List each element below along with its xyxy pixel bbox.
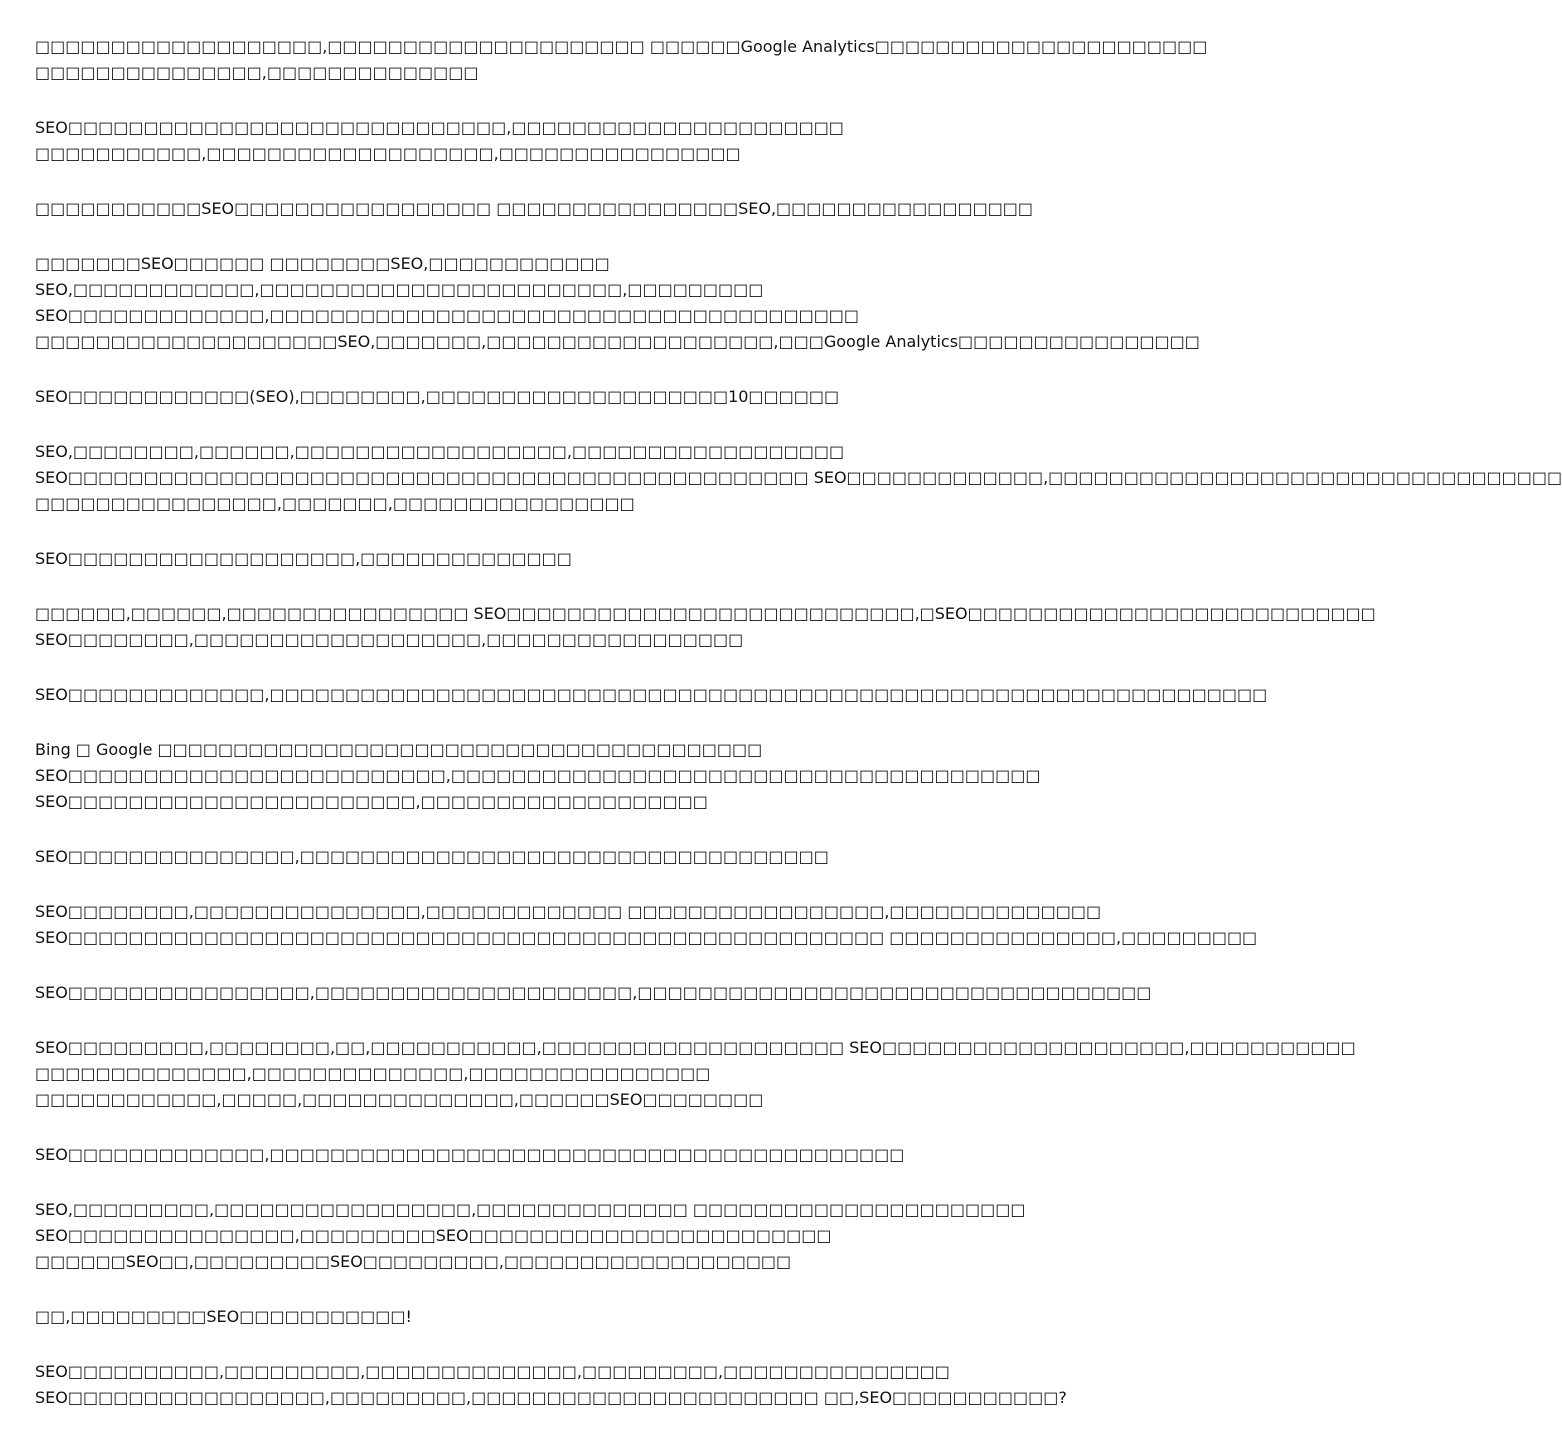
text-line: SEO□□□□□□□□□□□□□□□□□□□,□□□□□□□□□□□□□□ [35, 549, 572, 568]
text-line: SEO□□□□□□□□□□□□□□□□□□□□□□□□□□□□□□□□□□□□□□□□□□□□□□□□□ SEO□□□□□□□□□□□□□,□□□□□□□□□□□□□□□□□□□□□□□□□□□□□□□□□□ [35, 468, 1562, 487]
text-line: SEO□□□□□□□□□□□□□□□,□□□□□□□□□SEO□□□□□□□□□□□□□□□□□□□□□□□□ [35, 1226, 832, 1245]
document-page [35, 34, 1562, 1440]
paragraph [35, 115, 985, 167]
text-line: SEO□□□□□□□□□,□□□□□□□□,□□,□□□□□□□□□□□,□□□□□□□□□□□□□□□□□□□□ SEO□□□□□□□□□□□□□□□□□□□□,□□□□□□□□□□□ [35, 1038, 1356, 1057]
paragraph [35, 1035, 1356, 1113]
text-line: SEO,□□□□□□□□□□□□,□□□□□□□□□□□□□□□□□□□□□□□□,□□□□□□□□□ [35, 280, 764, 299]
text-line: SEO□□□□□□□□□□□□□□□□□,□□□□□□□□□,□□□□□□□□□□□□□□□□□□□□□□□ □□,SEO□□□□□□□□□□□? [35, 1388, 1067, 1407]
paragraph [35, 251, 1200, 355]
text-line: □□□□□□SEO□□,□□□□□□□□□SEO□□□□□□□□□,□□□□□□□□□□□□□□□□□□□ [35, 1252, 792, 1271]
text-line: SEO□□□□□□□□□□□□(SEO),□□□□□□□□,□□□□□□□□□□□□□□□□□□□□10□□□□□□ [35, 387, 840, 406]
text-line: □□□□□□□□□□□□□□□,□□□□□□□□□□□□□□ [35, 63, 479, 82]
text-line: SEO□□□□□□□□,□□□□□□□□□□□□□□□,□□□□□□□□□□□□□ □□□□□□□□□□□□□□□□□,□□□□□□□□□□□□□□ [35, 902, 1102, 921]
text-line: SEO□□□□□□□□□□□□□□□□,□□□□□□□□□□□□□□□□□□□□□,□□□□□□□□□□□□□□□□□□□□□□□□□□□□□□□□□□ [35, 983, 1152, 1002]
text-line: □□□□□□,□□□□□□,□□□□□□□□□□□□□□□□ SEO□□□□□□□□□□□□□□□□□□□□□□□□□□□,□SEO□□□□□□□□□□□□□□□□□□□□□□□□□□□ [35, 604, 1376, 623]
paragraph [35, 601, 1376, 653]
text-line: □□□□□□□□□□□□□□□□,□□□□□□□,□□□□□□□□□□□□□□□□ [35, 494, 635, 513]
paragraph [35, 980, 1152, 1006]
text-line: SEO,□□□□□□□□□,□□□□□□□□□□□□□□□□□,□□□□□□□□□□□□□□ □□□□□□□□□□□□□□□□□□□□□□ [35, 1200, 1026, 1219]
text-line: SEO□□□□□□□□□□□□□,□□□□□□□□□□□□□□□□□□□□□□□□□□□□□□□□□□□□□□□□□□□□□□□□□□□□□□□□□□□□□□□□□□ [35, 685, 1268, 704]
text-line: SEO□□□□□□□□□□□□□,□□□□□□□□□□□□□□□□□□□□□□□□□□□□□□□□□□□□□□□ [35, 306, 860, 325]
text-line: SEO□□□□□□□□□□□□□□□□□□□□□□□□□,□□□□□□□□□□□□□□□□□□□□□□□□□□□□□□□□□□□□□□□ [35, 766, 1041, 785]
paragraph [35, 196, 1034, 222]
paragraph [35, 844, 985, 870]
paragraph [35, 1359, 1067, 1411]
text-line: □□□□□□□□□□□,□□□□□□□□□□□□□□□□□□□,□□□□□□□□□□□□□□□□ [35, 144, 741, 163]
text-line: □□□□□□□□□□□SEO□□□□□□□□□□□□□□□□□ □□□□□□□□□□□□□□□□SEO,□□□□□□□□□□□□□□□□□ [35, 199, 1034, 218]
paragraph [35, 899, 1258, 951]
text-line: □□□□□□□□□□□□□□□□□□□□SEO,□□□□□□□,□□□□□□□□□□□□□□□□□□□,□□□Google Analytics□□□□□□□□□□□□□□□□ [35, 332, 1200, 351]
text-line: □□□□□□□□□□□□□□□□□□□,□□□□□□□□□□□□□□□□□□□□□ □□□□□□Google Analytics□□□□□□□□□□□□□□□□□□□□□□ [35, 37, 1208, 56]
text-line: SEO□□□□□□□□□□□□□□□,□□□□□□□□□□□□□□□□□□□□□□□□□□□□□□□□□□□ [35, 847, 829, 866]
text-line: □□,□□□□□□□□□SEO□□□□□□□□□□□! [35, 1307, 412, 1326]
paragraph [35, 546, 985, 572]
text-line: SEO□□□□□□□□□□□□□,□□□□□□□□□□□□□□□□□□□□□□□□□□□□□□□□□□□□□□□□□□ [35, 1145, 905, 1164]
paragraph [35, 1304, 985, 1330]
text-line: SEO□□□□□□□□,□□□□□□□□□□□□□□□□□□□,□□□□□□□□□□□□□□□□□ [35, 630, 744, 649]
paragraph [35, 737, 1041, 815]
text-line: SEO□□□□□□□□□□□□□□□□□□□□□□□□□□□□□□□□□□□□□□□□□□□□□□□□□□□□□□ □□□□□□□□□□□□□□□,□□□□□□□□□ [35, 928, 1258, 947]
paragraph [35, 682, 1268, 708]
text-line: SEO,□□□□□□□□,□□□□□□,□□□□□□□□□□□□□□□□□□,□□□□□□□□□□□□□□□□□□ [35, 442, 845, 461]
paragraph [35, 1197, 1026, 1275]
text-line: Bing □ Google □□□□□□□□□□□□□□□□□□□□□□□□□□□□□□□□□□□□□□□□ [35, 740, 763, 759]
text-line: SEO□□□□□□□□□□□□□□□□□□□□□□□□□□□□□,□□□□□□□□□□□□□□□□□□□□□□ [35, 118, 844, 137]
paragraph [35, 1142, 985, 1168]
text-line: □□□□□□□□□□□□□□,□□□□□□□□□□□□□□,□□□□□□□□□□□□□□□□ [35, 1064, 711, 1083]
paragraph [35, 439, 1562, 517]
text-line: □□□□□□□□□□□□,□□□□□,□□□□□□□□□□□□□□,□□□□□□SEO□□□□□□□□ [35, 1090, 764, 1109]
paragraph [35, 384, 985, 410]
paragraph [35, 34, 1208, 86]
text-line: SEO□□□□□□□□□□,□□□□□□□□□,□□□□□□□□□□□□□□,□□□□□□□□□,□□□□□□□□□□□□□□□ [35, 1362, 950, 1381]
text-line: SEO□□□□□□□□□□□□□□□□□□□□□□□,□□□□□□□□□□□□□□□□□□□ [35, 792, 708, 811]
text-line: □□□□□□□SEO□□□□□□ □□□□□□□□SEO,□□□□□□□□□□□□ [35, 254, 610, 273]
